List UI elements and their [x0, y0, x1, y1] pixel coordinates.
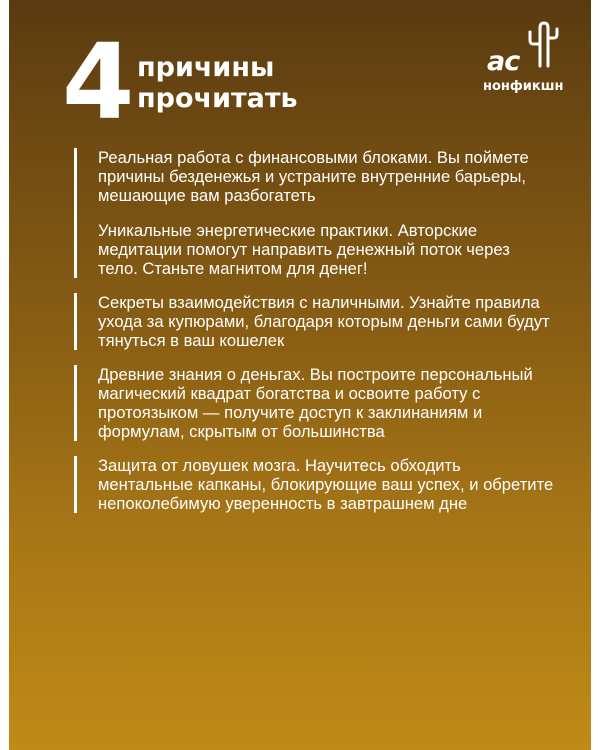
bullet-bar	[74, 365, 77, 441]
reason-item: Защита от ловушек мозга. Научитесь обходить ментальные капканы, блокирующие ваш успех, и обретите непоколебимую уверенность в завтрашнем дне	[98, 456, 554, 513]
reason-item: Древние знания о деньгах. Вы построите персональный магический квадрат богатства и освоите работу с протоязыком — получите доступ к заклинаниям и формулам, скрытым от большинства	[98, 365, 533, 441]
bullet-bar	[74, 148, 77, 278]
reason-item: Секреты взаимодействия с наличными. Узнайте правила ухода за купюрами, благодаря которым деньги сами будут тянуться в ваш кошелек	[98, 293, 550, 350]
promo-card	[9, 0, 591, 750]
reason-group-3	[74, 365, 554, 441]
reasons-list	[74, 148, 554, 528]
reason-group-1	[74, 148, 554, 278]
reason-group-4	[74, 456, 554, 513]
publisher-logo	[475, 20, 565, 100]
headline	[137, 52, 298, 114]
reasons-count: 4	[62, 21, 133, 143]
cactus-icon	[523, 20, 563, 68]
logo-wordmark: нонфикшн	[483, 79, 564, 94]
bullet-bar	[74, 293, 77, 350]
reason-item: Уникальные энергетические практики. Авторские медитации помогут направить денежный поток через тело. Станьте магнитом для денег!	[98, 221, 510, 278]
logo-mark: ас	[487, 46, 520, 77]
reason-group-2	[74, 293, 554, 350]
headline-line-1: причины	[137, 52, 275, 83]
headline-line-2: прочитать	[137, 83, 298, 114]
bullet-bar	[74, 456, 77, 513]
reason-item: Реальная работа с финансовыми блоками. Вы поймете причины безденежья и устраните внутренние барьеры, мешающие вам разбогатеть	[98, 148, 529, 205]
